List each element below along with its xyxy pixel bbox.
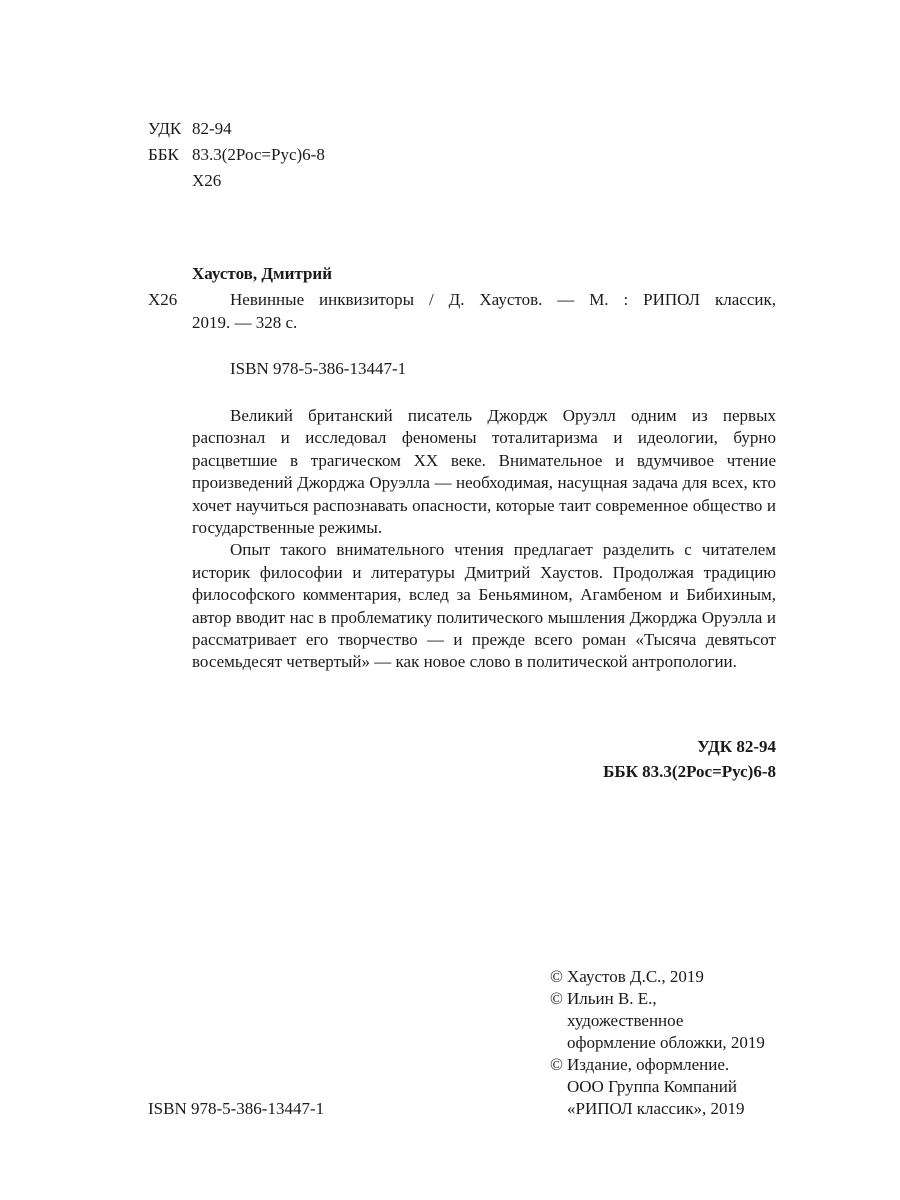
annotation-paragraph: Опыт такого внимательного чтения предлагает разделить с читателем историк философии и литературы Дмитрий Хаустов. Продолжая традицию философского комментария, вслед за Беньямином, Агамбеном и Бибихиным, автор вводит нас в проблематику политического мышления Джорджа Оруэлла и рассматривает его творчество — и прежде всего роман «Тысяча девятьсот восемьдесят четвертый» — как новое слово в политической антропологии. — [192, 540, 776, 672]
copyright-item — [550, 1054, 810, 1120]
bbk-value: 83.3(2Рос=Рус)6-8 — [192, 145, 325, 164]
copyright-line: художественное — [567, 1011, 684, 1030]
bbk-right: ББК 83.3(2Рос=Рус)6-8 — [603, 762, 776, 781]
bbk-top — [148, 144, 325, 166]
copyright-block — [550, 966, 810, 1120]
cutter-mark-top: Х26 — [192, 171, 222, 190]
annotation-paragraph: Великий британский писатель Джордж Оруэлл одним из первых распознал и исследовал феномены тоталитаризма и идеологии, бурно расцветшие в трагическом XX веке. Внимательное и вдумчивое чтение произведений Джорджа Оруэлла — необходимая, насущная задача для всех, кто хочет научиться распознавать опасности, которые таит современное общество и государственные режимы. — [192, 406, 776, 538]
author-heading: Хаустов, Дмитрий — [192, 264, 332, 283]
title-statement: Невинные инквизиторы / Д. Хаустов. — М. : РИПОЛ классик, — [230, 290, 776, 309]
bbk-label: ББК — [148, 145, 179, 164]
copyright-item — [550, 966, 810, 988]
copyright-line: Ильин В. Е., — [567, 989, 657, 1008]
isbn-footer: ISBN 978-5-386-13447-1 — [148, 1099, 325, 1118]
copyright-symbol: © — [550, 1055, 563, 1074]
isbn-entry: ISBN 978-5-386-13447-1 — [230, 359, 407, 378]
imprint-statement: 2019. — 328 с. — [192, 313, 298, 332]
udk-right: УДК 82-94 — [697, 737, 776, 756]
copyright-line: «РИПОЛ классик», 2019 — [567, 1099, 745, 1118]
copyright-symbol: © — [550, 989, 563, 1008]
copyright-symbol: © — [550, 967, 563, 986]
classification-right — [603, 734, 776, 784]
annotation — [192, 405, 776, 674]
copyright-line: Издание, оформление. — [567, 1055, 730, 1074]
copyright-line: Хаустов Д.С., 2019 — [567, 967, 704, 986]
cutter-mark-entry: Х26 — [148, 290, 178, 309]
copyright-line: оформление обложки, 2019 — [567, 1033, 765, 1052]
copyright-line: ООО Группа Компаний — [567, 1077, 737, 1096]
copyright-item — [550, 988, 810, 1054]
udk-label: УДК — [148, 119, 182, 138]
udk-top — [148, 118, 232, 140]
udk-value: 82-94 — [192, 119, 232, 138]
